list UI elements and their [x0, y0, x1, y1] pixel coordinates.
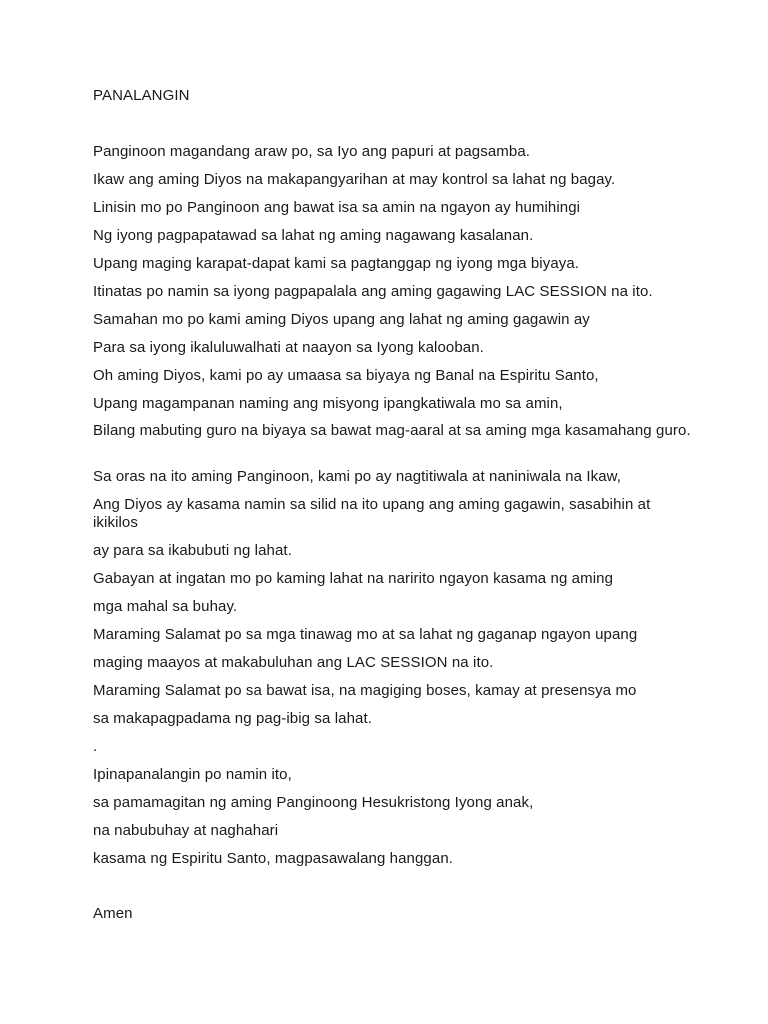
prayer-line: Ng iyong pagpapatawad sa lahat ng aming nagawang kasalanan. [93, 227, 534, 244]
prayer-line: kasama ng Espiritu Santo, magpasawalang hanggan. [93, 850, 454, 867]
prayer-line: sa pamamagitan ng aming Panginoong Hesukristong Iyong anak, [93, 794, 534, 811]
prayer-line: sa makapagpadama ng pag-ibig sa lahat. [93, 710, 372, 727]
prayer-line: Ang Diyos ay kasama namin sa silid na ito upang ang aming gagawin, sasabihin at ikikilos [93, 496, 651, 531]
prayer-line: Upang magampanan naming ang misyong ipangkatiwala mo sa amin, [93, 395, 563, 412]
document-title: PANALANGIN [93, 87, 190, 104]
prayer-line: Gabayan at ingatan mo po kaming lahat na naririto ngayon kasama ng aming [93, 570, 614, 587]
prayer-line: maging maayos at makabuluhan ang LAC SESSION na ito. [93, 654, 494, 671]
prayer-line: Linisin mo po Panginoon ang bawat isa sa amin na ngayon ay humihingi [93, 199, 581, 216]
prayer-line: Para sa iyong ikaluluwalhati at naayon sa Iyong kalooban. [93, 339, 484, 356]
prayer-line: Sa oras na ito aming Panginoon, kami po ay nagtitiwala at naniniwala na Ikaw, [93, 468, 622, 485]
prayer-line: Panginoon magandang araw po, sa Iyo ang papuri at pagsamba. [93, 143, 531, 160]
prayer-line: na nabubuhay at naghahari [93, 822, 279, 839]
prayer-line: Maraming Salamat po sa bawat isa, na magiging boses, kamay at presensya mo [93, 682, 637, 699]
prayer-line: . [93, 738, 98, 755]
prayer-line: Maraming Salamat po sa mga tinawag mo at sa lahat ng gaganap ngayon upang [93, 626, 638, 643]
prayer-line: Samahan mo po kami aming Diyos upang ang lahat ng aming gagawin ay [93, 311, 590, 328]
prayer-line: Oh aming Diyos, kami po ay umaasa sa biyaya ng Banal na Espiritu Santo, [93, 367, 599, 384]
prayer-line: Ipinapanalangin po namin ito, [93, 766, 292, 783]
prayer-line: Upang maging karapat-dapat kami sa pagtanggap ng iyong mga biyaya. [93, 255, 580, 272]
prayer-line: Itinatas po namin sa iyong pagpapalala ang aming gagawing LAC SESSION na ito. [93, 283, 653, 300]
prayer-line: ay para sa ikabubuti ng lahat. [93, 542, 292, 559]
prayer-line: Ikaw ang aming Diyos na makapangyarihan at may kontrol sa lahat ng bagay. [93, 171, 616, 188]
prayer-line: Bilang mabuting guro na biyaya sa bawat mag-aaral at sa aming mga kasamahang guro. [93, 422, 691, 439]
prayer-line: mga mahal sa buhay. [93, 598, 238, 615]
closing-amen: Amen [93, 905, 133, 922]
